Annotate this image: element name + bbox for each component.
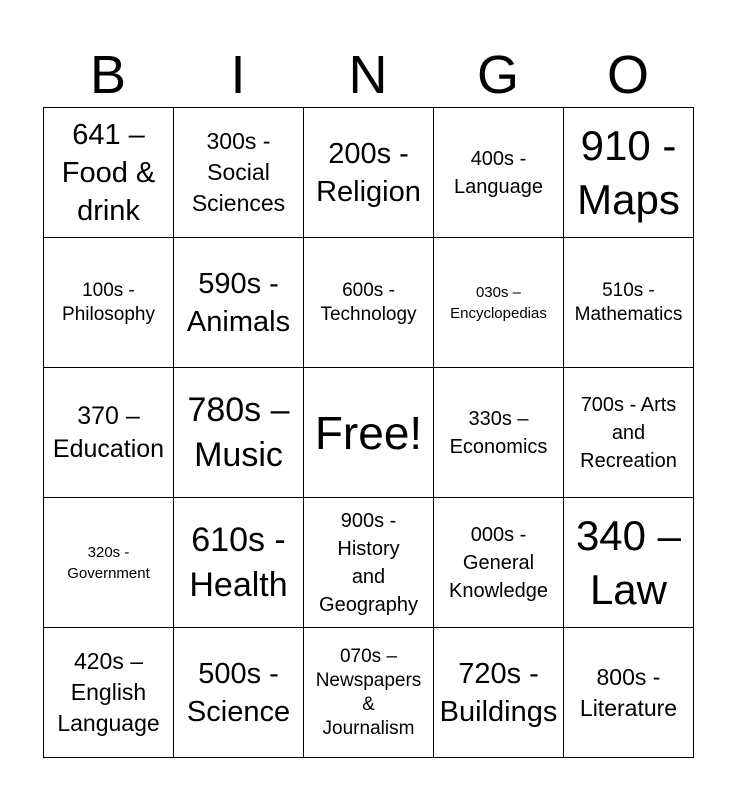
cell-text: 700s - Arts and Recreation xyxy=(580,393,677,472)
cell-text: 100s - Philosophy xyxy=(62,279,155,325)
cell-text: 610s - Health xyxy=(189,520,288,604)
cell-text: 780s – Music xyxy=(187,390,290,474)
bingo-cell[interactable] xyxy=(174,108,304,238)
bingo-cell[interactable] xyxy=(174,498,304,628)
bingo-cell[interactable] xyxy=(44,368,174,498)
cell-text: 030s – Encyclopedias xyxy=(450,283,547,322)
bingo-cell[interactable] xyxy=(434,368,564,498)
bingo-cell[interactable] xyxy=(564,498,694,628)
cell-text: 641 – Food & drink xyxy=(61,118,156,227)
cell-text: 910 - Maps xyxy=(577,121,680,223)
cell-text: 300s - Social Sciences xyxy=(191,128,286,216)
bingo-cell[interactable] xyxy=(434,498,564,628)
bingo-cell[interactable] xyxy=(174,368,304,498)
cell-text: 200s - Religion xyxy=(316,137,421,208)
bingo-cell[interactable] xyxy=(304,628,434,758)
cell-text: 320s - Government xyxy=(67,543,150,582)
bingo-cell[interactable] xyxy=(174,628,304,758)
header-letter-o: O xyxy=(606,45,649,105)
cell-text: 900s - History and Geography xyxy=(319,509,418,616)
free-space-text: Free! xyxy=(314,406,423,459)
cell-text: 070s – Newspapers & Journalism xyxy=(315,645,422,739)
bingo-board xyxy=(43,107,694,758)
cell-text: 340 – Law xyxy=(575,511,682,613)
cell-text: 370 – Education xyxy=(52,401,165,463)
cell-text: 330s – Economics xyxy=(449,407,548,458)
cell-text: 510s - Mathematics xyxy=(574,279,683,325)
cell-text: 600s - Technology xyxy=(320,279,417,325)
cell-text: 590s - Animals xyxy=(186,267,291,338)
header-letter-n: N xyxy=(348,45,388,105)
cell-text: 720s - Buildings xyxy=(439,657,558,728)
cell-text: 500s - Science xyxy=(186,657,291,728)
bingo-cell[interactable] xyxy=(304,498,434,628)
bingo-cell[interactable] xyxy=(564,368,694,498)
free-space[interactable] xyxy=(304,368,434,498)
bingo-cell[interactable] xyxy=(434,628,564,758)
bingo-header xyxy=(43,44,693,106)
header-letter-i: I xyxy=(230,45,246,105)
bingo-cell[interactable] xyxy=(434,108,564,238)
bingo-cell[interactable] xyxy=(564,628,694,758)
bingo-cell[interactable] xyxy=(174,238,304,368)
cell-text: 000s - General Knowledge xyxy=(449,523,548,602)
bingo-cell[interactable] xyxy=(44,108,174,238)
cell-text: 800s - Literature xyxy=(579,663,678,721)
bingo-cell[interactable] xyxy=(564,238,694,368)
bingo-cell[interactable] xyxy=(304,108,434,238)
header-letter-g: G xyxy=(476,45,519,105)
bingo-cell[interactable] xyxy=(564,108,694,238)
header-letter-b: B xyxy=(89,45,127,105)
bingo-cell[interactable] xyxy=(44,498,174,628)
cell-text: 400s - Language xyxy=(454,147,543,198)
bingo-cell[interactable] xyxy=(44,628,174,758)
bingo-cell[interactable] xyxy=(434,238,564,368)
bingo-cell[interactable] xyxy=(44,238,174,368)
cell-text: 420s – English Language xyxy=(57,648,160,736)
bingo-cell[interactable] xyxy=(304,238,434,368)
